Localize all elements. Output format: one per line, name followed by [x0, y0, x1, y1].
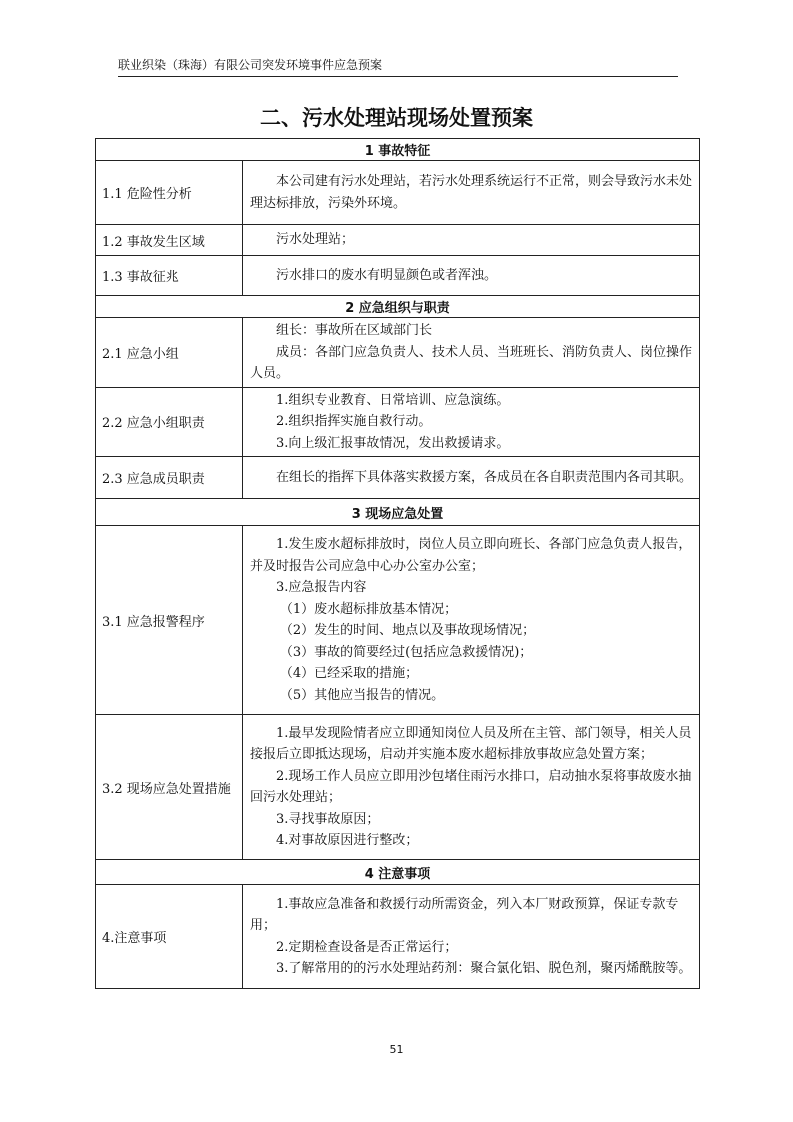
- section-heading-row: [96, 499, 700, 526]
- content-line: 3.寻找事故原因；: [276, 811, 380, 827]
- row-content: [243, 526, 700, 715]
- table-row: [96, 225, 700, 256]
- content-line: 在组长的指挥下具体落实救援方案，各成员在各自职责范围内各司其职。: [276, 469, 693, 485]
- row-label: 1.3 事故征兆: [96, 256, 243, 296]
- table-row: [96, 885, 700, 989]
- content-line: 1.最早发现险情者应立即通知岗位人员及所在主管、部门领导，相关人员接报后立即抵达现场，启动并实施本废水超标排放事故应急处置方案；: [250, 725, 692, 762]
- content-line: 1.事故应急准备和救援行动所需资金，列入本厂财政预算，保证专款专用；: [250, 896, 679, 933]
- content-line: 组长：事故所在区域部门长: [276, 323, 433, 338]
- row-label: 2.3 应急成员职责: [96, 457, 243, 499]
- row-content: [243, 225, 700, 256]
- section-heading-row: [96, 139, 700, 161]
- content-line: 1.组织专业教育、日常培训、应急演练。: [276, 392, 510, 408]
- row-content: [243, 387, 700, 457]
- content-line: 1.发生废水超标排放时，岗位人员立即向班长、各部门应急负责人报告，并及时报告公司应急中心办公室办公室；: [250, 537, 692, 574]
- document-header: 联业织染（珠海）有限公司突发环境事件应急预案: [118, 56, 678, 77]
- content-line: （1）废水超标排放基本情况；: [279, 601, 458, 617]
- row-label: 4.注意事项: [96, 885, 243, 989]
- table-row: [96, 715, 700, 860]
- table-row: [96, 457, 700, 499]
- disposal-plan-table: [95, 138, 700, 989]
- row-label: 2.2 应急小组职责: [96, 387, 243, 457]
- row-content: [243, 885, 700, 989]
- section-heading: 2 应急组织与职责: [96, 296, 700, 318]
- content-line: （3）事故的简要经过(包括应急救援情况)；: [279, 644, 533, 660]
- table-row: [96, 526, 700, 715]
- row-content: [243, 715, 700, 860]
- section-heading: 4 注意事项: [96, 860, 700, 885]
- content-line: 3.应急报告内容: [276, 580, 367, 595]
- row-label: 2.1 应急小组: [96, 318, 243, 388]
- row-content: [243, 318, 700, 388]
- content-line: 4.对事故原因进行整改；: [276, 833, 419, 848]
- content-line: （4）已经采取的措施；: [279, 666, 419, 681]
- content-line: 2.现场工作人员应立即用沙包堵住雨污水排口，启动抽水泵将事故废水抽回污水处理站；: [250, 768, 692, 805]
- content-line: （5）其他应当报告的情况。: [279, 687, 445, 703]
- section-heading-row: [96, 860, 700, 885]
- row-label: 3.1 应急报警程序: [96, 526, 243, 715]
- section-heading: 3 现场应急处置: [96, 499, 700, 526]
- row-content: [243, 256, 700, 296]
- content-line: 2.定期检查设备是否正常运行；: [276, 939, 458, 955]
- content-line: 本公司建有污水处理站，若污水处理系统运行不正常，则会导致污水未处理达标排放，污染外环境。: [250, 174, 693, 211]
- row-label: 1.1 危险性分析: [96, 161, 243, 225]
- table-row: [96, 387, 700, 457]
- page-number: 51: [389, 1043, 404, 1056]
- page-title: 二、污水处理站现场处置预案: [260, 106, 533, 130]
- content-line: 成员：各部门应急负责人、技术人员、当班班长、消防负责人、岗位操作人员。: [250, 344, 693, 381]
- row-label: 3.2 现场应急处置措施: [96, 715, 243, 860]
- section-heading: 1 事故特征: [96, 139, 700, 161]
- content-line: 污水排口的废水有明显颜色或者浑浊。: [276, 267, 498, 283]
- table-row: [96, 256, 700, 296]
- content-line: 2.组织指挥实施自救行动。: [276, 414, 432, 429]
- table-row: [96, 161, 700, 225]
- row-content: [243, 457, 700, 499]
- row-content: [243, 161, 700, 225]
- content-line: 3.向上级汇报事故情况，发出救援请求。: [276, 435, 510, 451]
- section-heading-row: [96, 296, 700, 318]
- content-line: 污水处理站；: [276, 232, 355, 248]
- table-row: [96, 318, 700, 388]
- content-line: （2）发生的时间、地点以及事故现场情况；: [279, 623, 536, 638]
- content-line: 3.了解常用的的污水处理站药剂：聚合氯化铝、脱色剂，聚丙烯酰胺等。: [276, 961, 692, 976]
- row-label: 1.2 事故发生区域: [96, 225, 243, 256]
